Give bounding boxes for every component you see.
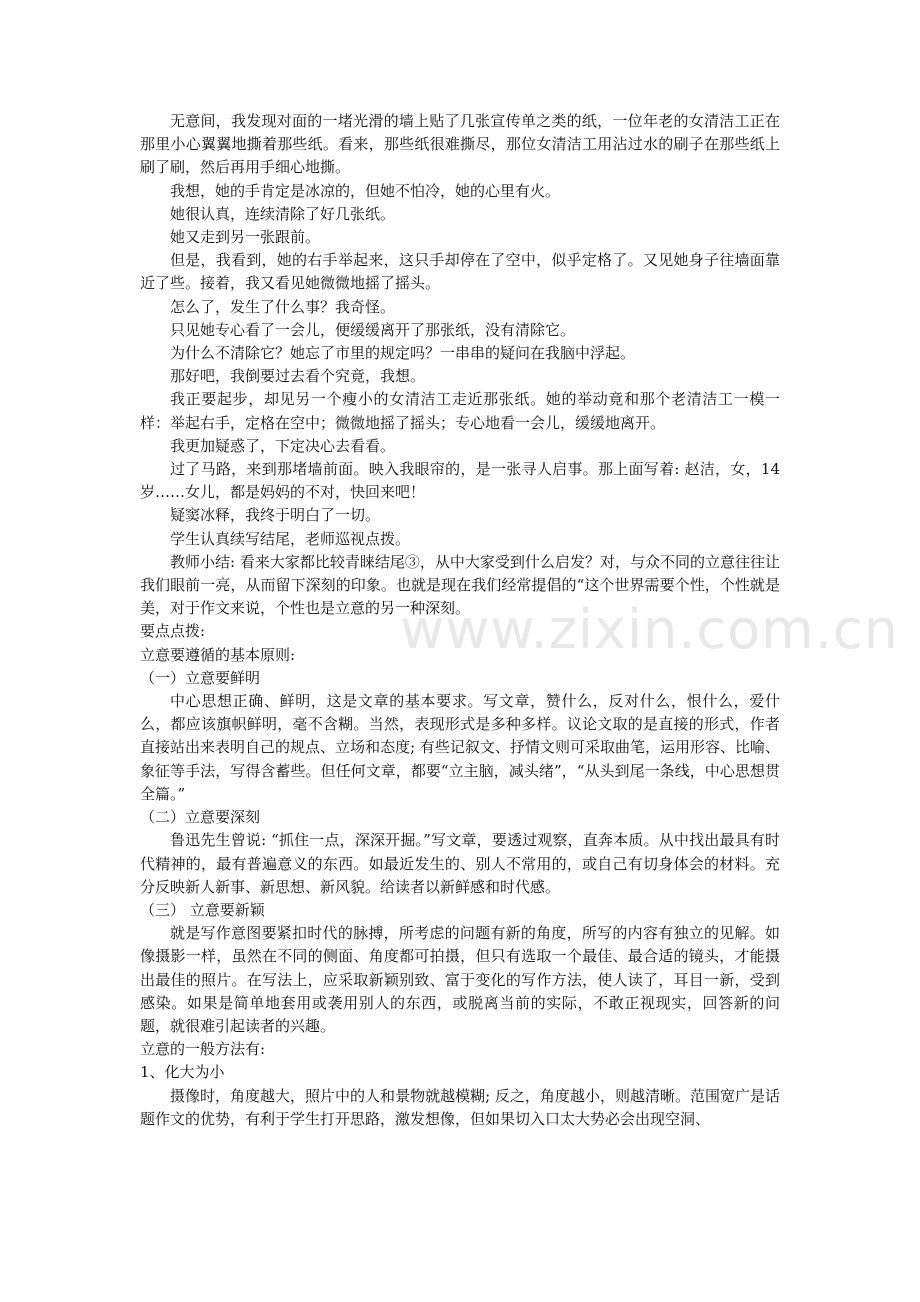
teacher-summary: 教师小结: 看来大家都比较青睐结尾③，从中大家受到什么启发？对，与众不同的立意往往让我们眼前一亮，从而留下深刻的印象。也就是现在我们经常提倡的“这个世界需要个性，个性就是美，对于作文来说，个性也是立意的另一种深刻。: [140, 552, 780, 618]
story-paragraph-10: 我正要起步，却见另一个瘦小的女清洁工走近那张纸。她的举动竟和那个老清洁工一模一样：举起右手，定格在空中；微微地摇了摇头；专心地看一会儿，缓缓地离开。: [140, 390, 780, 432]
section-heading-clear: （一）立意要鲜明: [140, 668, 261, 687]
key-points-heading: 要点点拨:: [140, 622, 206, 641]
principles-heading: 立意要遵循的基本原则:: [140, 645, 296, 664]
story-paragraph-7: 只见她专心看了一会儿，便缓缓离开了那张纸，没有清除它。: [170, 320, 576, 339]
watermark: www.zixin.com.cn: [400, 598, 899, 661]
story-paragraph-13: 疑窦冰释，我终于明白了一切。: [170, 506, 381, 525]
section-body-clear: 中心思想正确、鲜明，这是文章的基本要求。写文章，赞什么，反对什么，恨什么，爱什么，都应该旗帜鲜明，毫不含糊。当然，表现形式是多种多样。议论文取的是直接的形式，作者直接站出来表明自己的规点、立场和态度; 有些记叙文、抒情文则可采取曲笔，运用形容、比喻、象征等手法，写得含蓄些。但任何文章，都要“立主脑，减头绪”，“从头到尾一条线，中心思想贯全篇。”: [140, 692, 780, 803]
method-1-body: 摄像时，角度越大，照片中的人和景物就越模糊; 反之，角度越小，则越清晰。范围宽广是话题作文的优势，有利于学生打开思路，激发想像，但如果切入口太大势必会出现空洞、: [140, 1086, 780, 1128]
story-paragraph-2: 我想，她的手肯定是冰凉的，但她不怕冷，她的心里有火。: [170, 181, 561, 200]
section-heading-novel: （三） 立意要新颖: [140, 900, 265, 919]
story-paragraph-3: 她很认真，连续清除了好几张纸。: [170, 204, 396, 223]
section-body-novel: 就是写作意图要紧扣时代的脉搏，所考虑的问题有新的角度，所写的内容有独立的见解。如像摄影一样，虽然在不同的侧面、角度都可拍摄，但只有选取一个最佳、最合适的镜头，才能摄出最佳的照片。在写法上，应采取新颖别致、富于变化的写作方法，使人读了，耳目一新，受到感染。如果是简单地套用或袭用别人的东西，或脱离当前的实际，不敢正视现实，回答新的问题，就很难引起读者的兴趣。: [140, 924, 780, 1035]
section-heading-deep: （二）立意要深刻: [140, 808, 261, 827]
methods-heading: 立意的一般方法有:: [140, 1040, 266, 1059]
story-paragraph-5: 但是，我看到，她的右手举起来，这只手却停在了空中，似乎定格了。又见她身子往墙面靠近了些。接着，我又看见她微微地摇了摇头。: [140, 251, 780, 293]
story-paragraph-6: 怎么了，发生了什么事？我奇怪。: [170, 297, 396, 316]
story-paragraph-4: 她又走到另一张跟前。: [170, 228, 321, 247]
document-page: [140, 110, 780, 1131]
story-paragraph-11: 我更加疑惑了，下定决心去看看。: [170, 436, 396, 455]
method-1-heading: 1、化大为小: [140, 1063, 225, 1082]
story-paragraph-9: 那好吧，我倒要过去看个究竟，我想。: [170, 367, 426, 386]
story-paragraph-12: 过了马路，来到那堵墙前面。映入我眼帘的，是一张寻人启事。那上面写着: 赵洁，女，14岁……女儿，都是妈妈的不对，快回来吧！: [140, 460, 780, 502]
section-body-deep: 鲁迅先生曾说: “抓住一点，深深开掘。”写文章，要透过观察，直奔本质。从中找出最具有时代精神的，最有普遍意义的东西。如最近发生的、别人不常用的，或自己有切身体会的材料。充分反映新人新事、新思想、新风貌。给读者以新鲜感和时代感。: [140, 831, 780, 896]
story-paragraph-8: 为什么不清除它？她忘了市里的规定吗？一串串的疑问在我脑中浮起。: [170, 344, 636, 363]
story-paragraph-1: 无意间，我发现对面的一堵光滑的墙上贴了几张宣传单之类的纸，一位年老的女清洁工正在那里小心翼翼地撕着那些纸。看来，那些纸很难撕尽，那位女清洁工用沾过水的刷子在那些纸上刷了刷，然后再用手细心地撕。: [140, 112, 780, 177]
story-paragraph-14: 学生认真续写结尾，老师巡视点拨。: [170, 529, 411, 548]
